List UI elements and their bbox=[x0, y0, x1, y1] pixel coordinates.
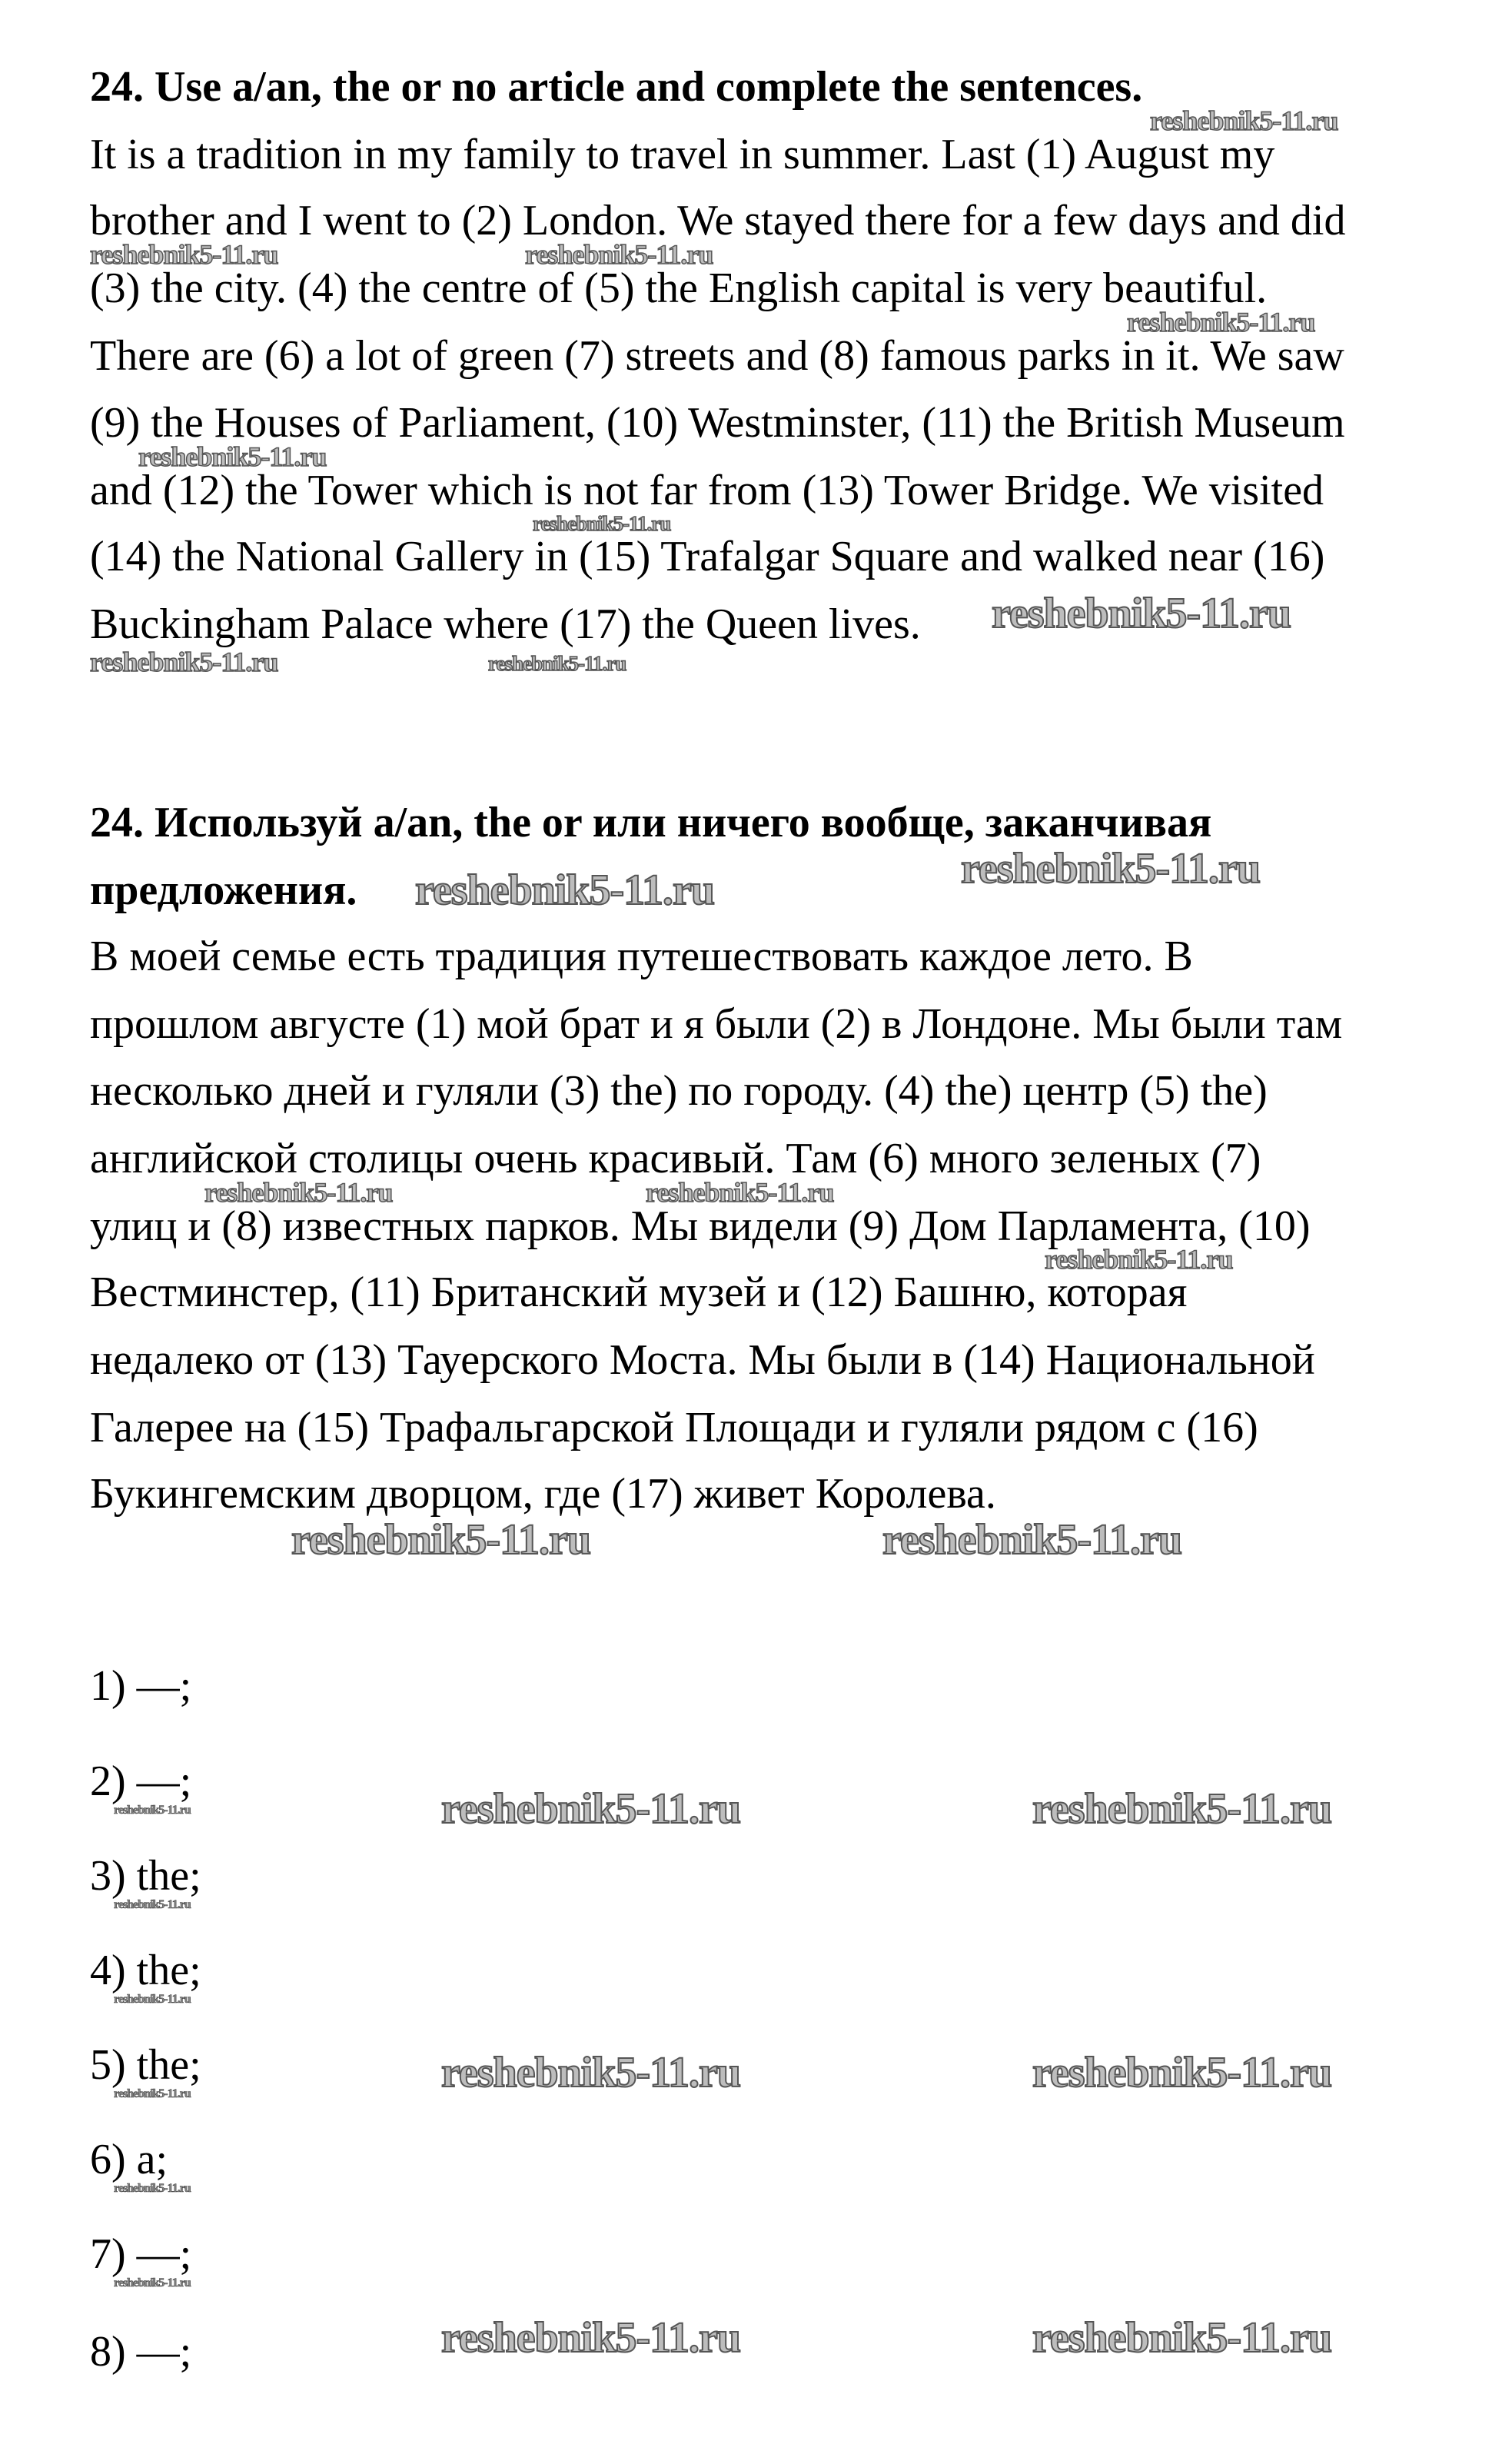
watermark: reshebnik5-11.ru bbox=[441, 2314, 741, 2362]
watermark: reshebnik5-11.ru bbox=[646, 1177, 834, 1208]
watermark: reshebnik5-11.ru bbox=[441, 1785, 741, 1833]
russian-line: Букингемским дворцом, где (17) живет Королева. bbox=[90, 1470, 996, 1518]
english-title: 24. Use a/an, the or no article and complete the sentences. bbox=[90, 63, 1143, 111]
english-line: Buckingham Palace where (17) the Queen lives. bbox=[90, 600, 921, 648]
watermark: reshebnik5-11.ru bbox=[291, 1516, 591, 1564]
answer-item: 8) —; bbox=[90, 2328, 192, 2376]
watermark: reshebnik5-11.ru bbox=[1032, 2314, 1332, 2362]
watermark: reshebnik5-11.ru bbox=[114, 2182, 191, 2195]
watermark: reshebnik5-11.ru bbox=[415, 866, 715, 914]
english-line: There are (6) a lot of green (7) streets and (8) famous parks in it. We saw bbox=[90, 332, 1344, 380]
watermark: reshebnik5-11.ru bbox=[1045, 1244, 1233, 1275]
watermark: reshebnik5-11.ru bbox=[488, 652, 626, 675]
watermark: reshebnik5-11.ru bbox=[90, 239, 278, 270]
russian-line: Галерее на (15) Трафальгарской Площади и гуляли рядом с (16) bbox=[90, 1404, 1258, 1451]
watermark: reshebnik5-11.ru bbox=[961, 845, 1261, 893]
watermark: reshebnik5-11.ru bbox=[882, 1516, 1182, 1564]
english-line: (3) the city. (4) the centre of (5) the English capital is very beautiful. bbox=[90, 264, 1268, 312]
watermark: reshebnik5-11.ru bbox=[1032, 1785, 1332, 1833]
answer-item: 4) the; bbox=[90, 1947, 201, 1994]
watermark: reshebnik5-11.ru bbox=[114, 1898, 191, 1911]
answer-item: 6) a; bbox=[90, 2136, 168, 2183]
english-line: (14) the National Gallery in (15) Trafalgar Square and walked near (16) bbox=[90, 533, 1325, 580]
watermark: reshebnik5-11.ru bbox=[114, 1804, 191, 1817]
russian-line: несколько дней и гуляли (3) the) по городу. (4) the) центр (5) the) bbox=[90, 1067, 1268, 1115]
answer-item: 2) —; bbox=[90, 1757, 192, 1805]
watermark: reshebnik5-11.ru bbox=[204, 1177, 393, 1208]
answer-item: 7) —; bbox=[90, 2230, 192, 2278]
watermark: reshebnik5-11.ru bbox=[1150, 105, 1338, 136]
english-line: (9) the Houses of Parliament, (10) Westminster, (11) the British Museum bbox=[90, 399, 1345, 447]
watermark: reshebnik5-11.ru bbox=[114, 1993, 191, 2006]
russian-line: Вестминстер, (11) Британский музей и (12) Башню, которая bbox=[90, 1269, 1188, 1316]
watermark: reshebnik5-11.ru bbox=[1032, 2049, 1332, 2097]
russian-line: В моей семье есть традиция путешествовать каждое лето. В bbox=[90, 933, 1193, 980]
russian-line: прошлом августе (1) мой брат и я были (2) в Лондоне. Мы были там bbox=[90, 1000, 1343, 1048]
watermark: reshebnik5-11.ru bbox=[992, 590, 1291, 637]
watermark: reshebnik5-11.ru bbox=[525, 239, 713, 270]
watermark: reshebnik5-11.ru bbox=[1127, 307, 1315, 338]
answer-item: 3) the; bbox=[90, 1852, 201, 1900]
english-line: brother and I went to (2) London. We stayed there for a few days and did bbox=[90, 197, 1346, 244]
answer-item: 1) —; bbox=[90, 1662, 192, 1710]
watermark: reshebnik5-11.ru bbox=[114, 2276, 191, 2289]
watermark: reshebnik5-11.ru bbox=[441, 2049, 741, 2097]
russian-line: английской столицы очень красивый. Там (6) много зеленых (7) bbox=[90, 1135, 1261, 1182]
english-line: It is a tradition in my family to travel in summer. Last (1) August my bbox=[90, 131, 1275, 178]
watermark: reshebnik5-11.ru bbox=[114, 2087, 191, 2100]
russian-line: недалеко от (13) Тауерского Моста. Мы были в (14) Национальной bbox=[90, 1336, 1315, 1384]
russian-title: 24. Используй a/an, the or или ничего вообще, заканчивая bbox=[90, 799, 1212, 846]
russian-line: улиц и (8) известных парков. Мы видели (9) Дом Парламента, (10) bbox=[90, 1202, 1311, 1250]
russian-title: предложения. bbox=[90, 866, 357, 914]
watermark: reshebnik5-11.ru bbox=[533, 512, 671, 535]
answer-item: 5) the; bbox=[90, 2041, 201, 2089]
watermark: reshebnik5-11.ru bbox=[138, 441, 327, 472]
english-line: and (12) the Tower which is not far from (13) Tower Bridge. We visited bbox=[90, 467, 1324, 514]
watermark: reshebnik5-11.ru bbox=[90, 647, 278, 677]
